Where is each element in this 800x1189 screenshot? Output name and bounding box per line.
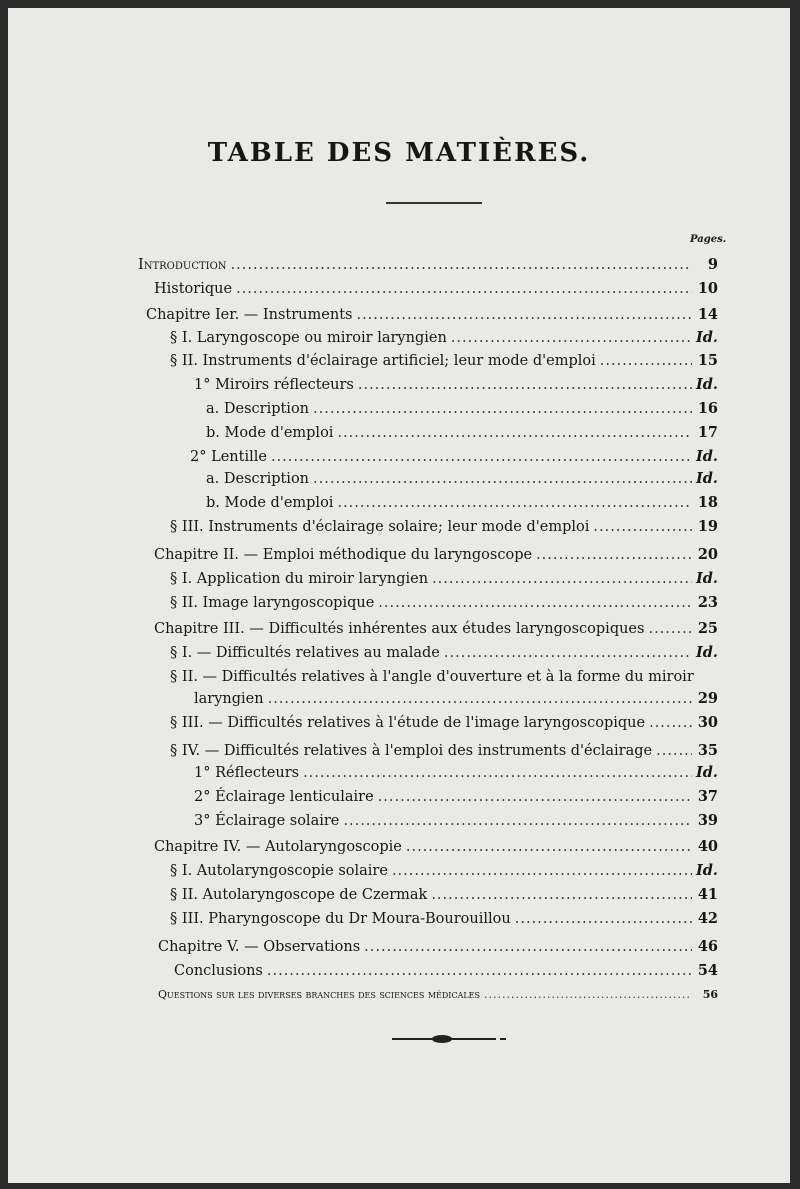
toc-entry xyxy=(154,838,718,856)
leader-dots xyxy=(648,620,692,638)
toc-entry xyxy=(158,986,718,1004)
leader-dots xyxy=(431,886,692,904)
toc-page-number: 10 xyxy=(697,280,718,297)
leader-dots xyxy=(484,986,692,1004)
toc-page-number: 40 xyxy=(697,838,718,855)
toc-page-number: Id. xyxy=(696,644,718,661)
toc-page-number: 15 xyxy=(697,352,718,369)
toc-entry-text: 3° Éclairage solaire xyxy=(194,813,340,829)
toc-entry xyxy=(170,668,718,686)
toc-entry-text: § II. Instruments d'éclairage artificiel; leur mode d'emploi xyxy=(170,353,596,369)
toc-entry-text: Conclusions xyxy=(174,963,263,979)
toc-entry-text: Chapitre V. — Observations xyxy=(158,939,361,955)
leader-dots xyxy=(656,742,692,760)
leader-dots xyxy=(236,280,692,298)
document-page xyxy=(8,8,790,1183)
toc-entry-text: § II. Autolaryngoscope de Czermak xyxy=(170,887,428,903)
toc-entry-text: § III. — Difficultés relatives à l'étude de l'image laryngoscopique xyxy=(170,715,646,731)
toc-entry xyxy=(170,714,718,732)
toc-entry-text: § IV. — Difficultés relatives à l'emploi des instruments d'éclairage xyxy=(170,743,653,759)
toc-page-number: Id. xyxy=(696,862,718,879)
toc-entry xyxy=(170,886,718,904)
toc-entry-text: Introduction xyxy=(138,257,227,273)
page-title: TABLE DES MATIÈRES. xyxy=(207,138,591,168)
toc-page-number: 29 xyxy=(697,690,718,707)
toc-page-number: Id. xyxy=(696,570,718,587)
toc-entry xyxy=(170,570,718,588)
toc-entry-text: a. Description xyxy=(206,401,310,417)
toc-entry-text: § I. — Difficultés relatives au malade xyxy=(170,645,440,661)
toc-entry xyxy=(154,280,718,298)
toc-entry-text: laryngien xyxy=(194,691,264,707)
leader-dots xyxy=(231,256,692,274)
toc-page-number: 20 xyxy=(697,546,718,563)
leader-dots xyxy=(337,494,692,512)
toc-page-number: Id. xyxy=(696,764,718,781)
leader-dots xyxy=(313,470,692,488)
toc-page-number: 54 xyxy=(697,962,718,979)
leader-dots xyxy=(600,352,692,370)
leader-dots xyxy=(432,570,692,588)
toc-page-number: 37 xyxy=(697,788,718,805)
toc-entry xyxy=(138,256,718,274)
toc-entry xyxy=(154,620,718,638)
toc-entry xyxy=(170,862,718,880)
toc-entry-text: b. Mode d'emploi xyxy=(206,495,334,511)
toc-page-number: 46 xyxy=(697,938,718,955)
leader-dots xyxy=(356,306,692,324)
toc-page-number: 42 xyxy=(697,910,718,927)
toc-entry xyxy=(154,546,718,564)
toc-page-number: 9 xyxy=(707,256,718,273)
toc-page-number: Id. xyxy=(696,470,718,487)
toc-page-number: Id. xyxy=(696,329,718,346)
pages-column-label: Pages. xyxy=(690,234,727,245)
ornament-divider xyxy=(392,1032,508,1046)
toc-entry xyxy=(170,352,718,370)
leader-dots xyxy=(593,518,692,536)
toc-entry xyxy=(170,742,718,760)
leader-dots xyxy=(378,788,692,806)
toc-entry-text: Chapitre II. — Emploi méthodique du laryngoscope xyxy=(154,547,533,563)
toc-entry-text: Historique xyxy=(154,281,233,297)
leader-dots xyxy=(515,910,692,928)
toc-page-number: 16 xyxy=(697,400,718,417)
toc-entry xyxy=(206,400,718,418)
leader-dots xyxy=(378,594,692,612)
toc-entry xyxy=(206,424,718,442)
toc-page-number: 41 xyxy=(697,886,718,903)
toc-page-number: Id. xyxy=(696,448,718,465)
toc-entry-continuation xyxy=(194,690,718,708)
toc-entry xyxy=(206,494,718,512)
leader-dots xyxy=(536,546,692,564)
leader-dots xyxy=(267,962,692,980)
toc-entry xyxy=(194,376,718,394)
toc-entry-text: Chapitre IV. — Autolaryngoscopie xyxy=(154,839,402,855)
toc-entry-text: Chapitre Ier. — Instruments xyxy=(146,307,353,323)
leader-dots xyxy=(271,448,692,466)
toc-entry-text: § III. Instruments d'éclairage solaire; leur mode d'emploi xyxy=(170,519,590,535)
toc-entry-text: 2° Lentille xyxy=(190,449,267,465)
toc-entry-text: 1° Miroirs réflecteurs xyxy=(194,377,354,393)
leader-dots xyxy=(451,329,692,347)
toc-entry xyxy=(170,644,718,662)
toc-entry-text: 2° Éclairage lenticulaire xyxy=(194,789,374,805)
toc-page-number: 23 xyxy=(697,594,718,611)
leader-dots xyxy=(444,644,692,662)
toc-entry xyxy=(170,910,718,928)
toc-entry-text: Chapitre III. — Difficultés inhérentes aux études laryngoscopiques xyxy=(154,621,645,637)
leader-dots xyxy=(303,764,692,782)
toc-page-number: 30 xyxy=(697,714,718,731)
toc-entry xyxy=(194,764,718,782)
toc-entry-text: Questions sur les diverses branches des sciences médicales xyxy=(158,988,480,1001)
leader-dots xyxy=(313,400,692,418)
leader-dots xyxy=(392,862,692,880)
toc-entry-text: b. Mode d'emploi xyxy=(206,425,334,441)
leader-dots xyxy=(343,812,692,830)
toc-entry xyxy=(174,962,718,980)
toc-entry-text: 1° Réflecteurs xyxy=(194,765,300,781)
leader-dots xyxy=(364,938,692,956)
leader-dots xyxy=(337,424,692,442)
toc-entry xyxy=(170,329,718,347)
toc-entry xyxy=(190,448,718,466)
toc-page-number: 14 xyxy=(697,306,718,323)
toc-entry-text: § III. Pharyngoscope du Dr Moura-Bourouillou xyxy=(170,911,511,927)
toc-entry xyxy=(170,594,718,612)
toc-entry-text: § I. Application du miroir laryngien xyxy=(170,571,429,587)
toc-page-number: 18 xyxy=(697,494,718,511)
toc-entry-text: § II. Image laryngoscopique xyxy=(170,595,375,611)
toc-entry xyxy=(170,518,718,536)
toc-page-number: 39 xyxy=(697,812,718,829)
toc-entry-text: § I. Laryngoscope ou miroir laryngien xyxy=(170,330,447,346)
toc-entry xyxy=(146,306,718,324)
toc-entry-text: a. Description xyxy=(206,471,310,487)
leader-dots xyxy=(406,838,692,856)
title-divider xyxy=(386,202,482,204)
toc-entry xyxy=(194,812,718,830)
toc-page-number: 19 xyxy=(697,518,718,535)
toc-entry-text: § II. — Difficultés relatives à l'angle d'ouverture et à la forme du miroir xyxy=(170,669,694,685)
leader-dots xyxy=(358,376,692,394)
toc-entry xyxy=(158,938,718,956)
toc-entry-text: § I. Autolaryngoscopie solaire xyxy=(170,863,388,879)
toc-entry xyxy=(194,788,718,806)
toc-page-number: 25 xyxy=(697,620,718,637)
toc-entry xyxy=(206,470,718,488)
leader-dots xyxy=(268,690,692,708)
toc-page-number: 17 xyxy=(697,424,718,441)
leader-dots xyxy=(649,714,692,732)
toc-page-number: Id. xyxy=(696,376,718,393)
toc-page-number: 35 xyxy=(697,742,718,759)
toc-page-number: 56 xyxy=(702,988,718,1001)
